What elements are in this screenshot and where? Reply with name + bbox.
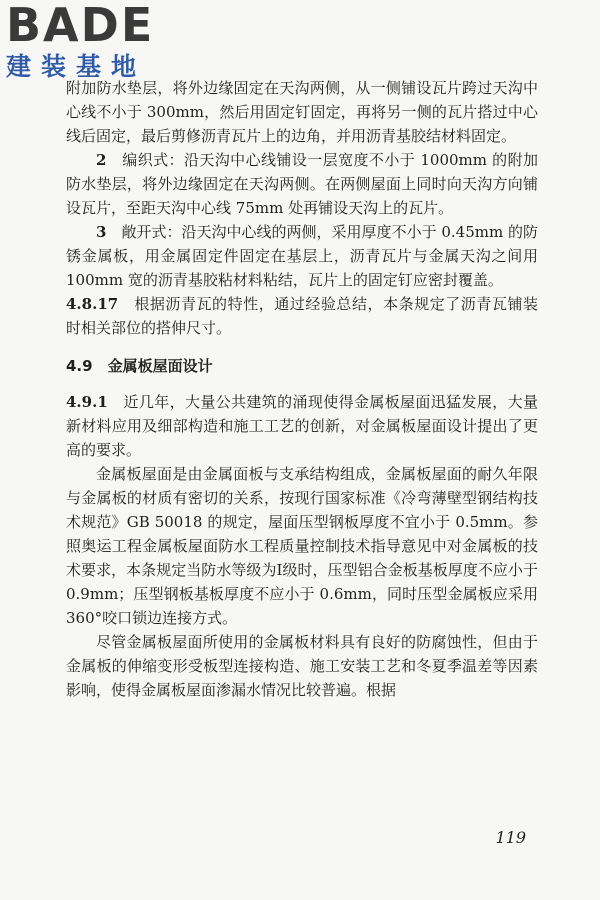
paragraph-item-2: [66, 148, 538, 220]
clause-number: 4.8.17: [66, 295, 119, 313]
clause-text: 近几年，大量公共建筑的涌现使得金属板屋面迅猛发展，大量新材料应用及细部构造和施工工艺的创新，对金属板屋面设计提出了更高的要求。: [66, 393, 538, 459]
clause-4-9-1: [66, 390, 538, 462]
logo-subtitle: 建装基地: [6, 52, 147, 81]
logo-brand: BADE: [6, 0, 155, 52]
item-number: 2: [96, 151, 107, 169]
clause-number: 4.9.1: [66, 393, 108, 411]
clause-4-8-17: [66, 292, 538, 340]
clause-text: 根据沥青瓦的特性，通过经验总结，本条规定了沥青瓦铺装时相关部位的搭伸尺寸。: [66, 295, 538, 337]
page-body: [66, 76, 538, 702]
item-text: 敞开式：沿天沟中心线的两侧，采用厚度不小于 0.45mm 的防锈金属板，用金属固定件固定在基层上，沥青瓦片与金属天沟之间用 100mm 宽的沥青基胶粘材料粘结，瓦片上的固定钉应密封覆盖。: [66, 223, 538, 289]
paragraph-item-3: [66, 220, 538, 292]
section-title: 4.9 金属板屋面设计: [66, 357, 213, 375]
item-number: 3: [96, 223, 107, 241]
paragraph-metal-roof: 金属板屋面是由金属面板与支承结构组成，金属板屋面的耐久年限与金属板的材质有密切的关系，按现行国家标准《冷弯薄壁型钢结构技术规范》GB 50018 的规定，屋面压型钢板厚度不宜小于 0.5mm。参照奥运工程金属板屋面防水工程质量控制技术指导意见中对金属板的技术要求，本条规定当防水等级为Ⅰ级时，压型铝合金板基板厚度不应小于 0.9mm；压型钢板基板厚度不应小于 0.6mm，同时压型金属板应采用 360°咬口锁边连接方式。: [66, 465, 538, 627]
page-number: 119: [495, 828, 526, 847]
item-text: 编织式：沿天沟中心线铺设一层宽度不小于 1000mm 的附加防水垫层，将外边缘固定在天沟两侧。在两侧屋面上同时向天沟方向铺设瓦片，至距天沟中心线 75mm 处再铺设天沟上的瓦片。: [66, 151, 538, 217]
paragraph-leakage: 尽管金属板屋面所使用的金属板材料具有良好的防腐蚀性，但由于金属板的伸缩变形受板型连接构造、施工安装工艺和冬夏季温差等因素影响，使得金属板屋面渗漏水情况比较普遍。根据: [66, 633, 538, 699]
paragraph-continued: 附加防水垫层，将外边缘固定在天沟两侧，从一侧铺设瓦片跨过天沟中心线不小于 300mm，然后用固定钉固定，再将另一侧的瓦片搭过中心线后固定，最后剪修沥青瓦片上的边角，并用沥青基胶结材料固定。: [66, 79, 538, 145]
